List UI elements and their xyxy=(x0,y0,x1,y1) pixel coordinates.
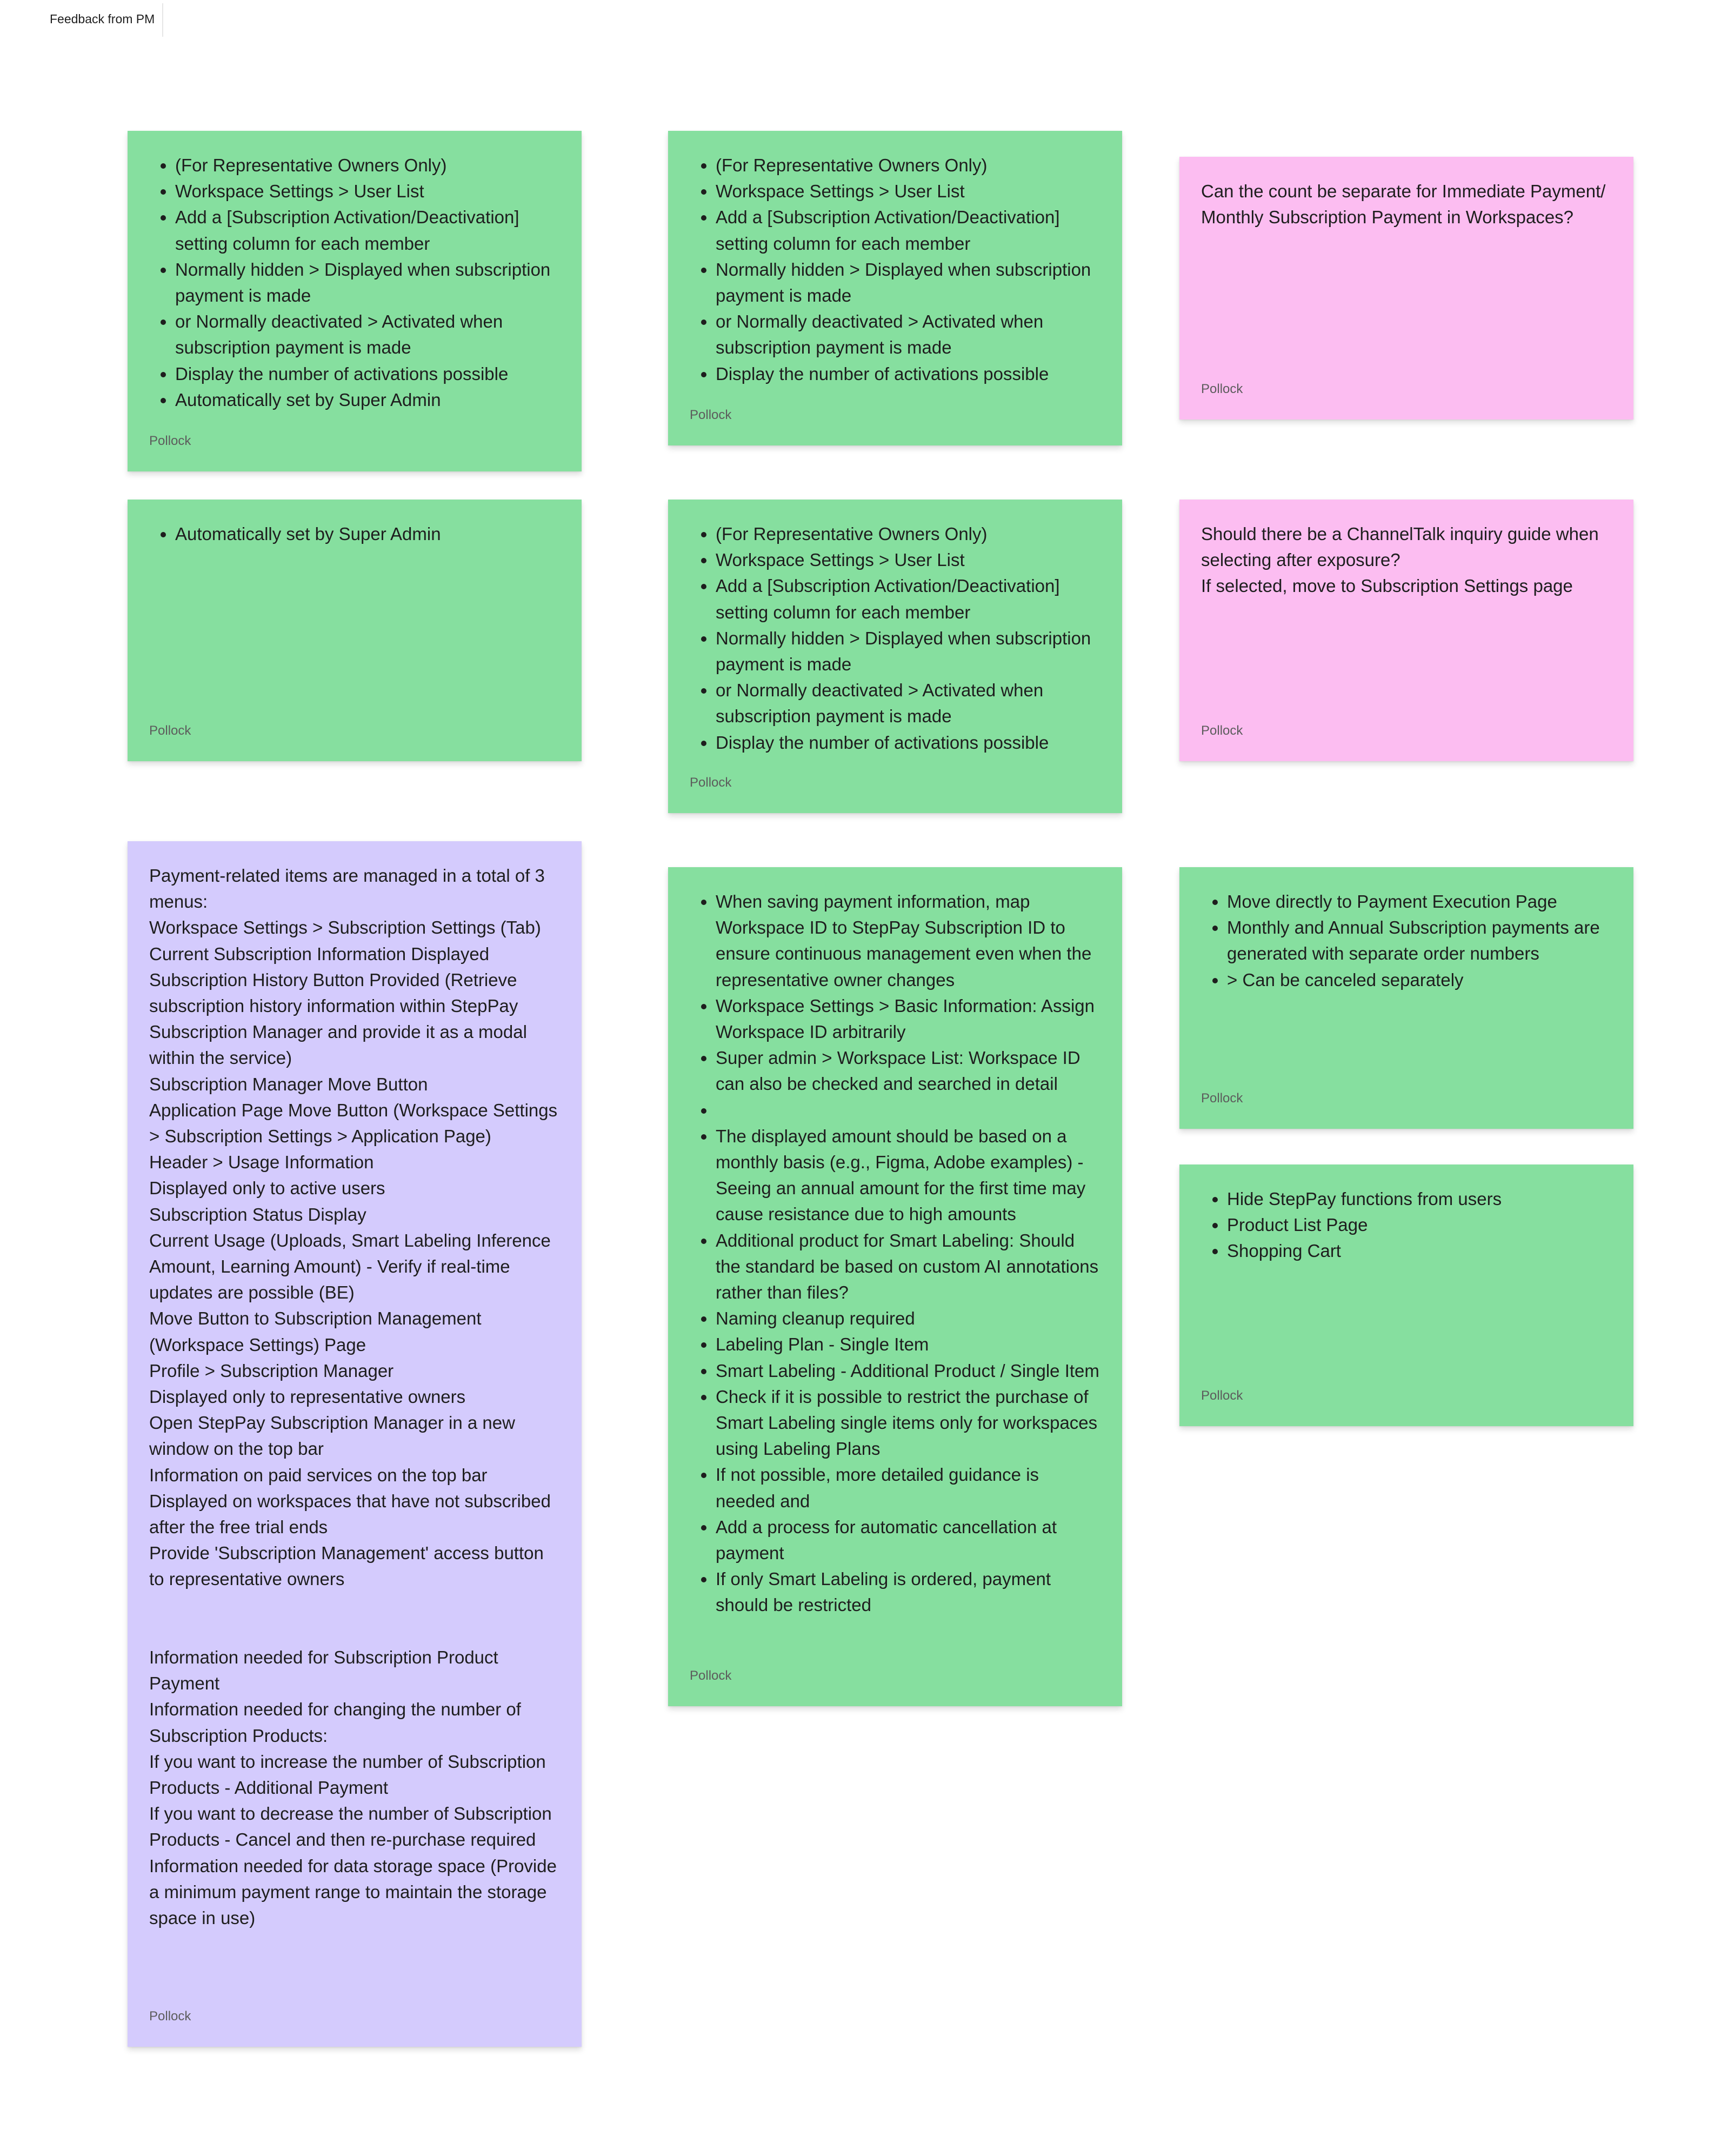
note-text-line: Subscription History Button Provided (Retrieve subscription history information within StepPay Subscription Manager and provide it as a modal within the service) xyxy=(149,969,527,1068)
note-text-line xyxy=(149,1593,560,1619)
note-author: Pollock xyxy=(1201,723,1243,738)
note-text-line: Information needed for changing the number of Subscription Products: xyxy=(149,1699,521,1746)
note-bullet-list xyxy=(690,889,1100,1619)
sticky-note-purple[interactable] xyxy=(128,841,582,2047)
note-text-line: Move Button to Subscription Management (Workspace Settings) Page xyxy=(149,1308,482,1355)
sticky-note-pink[interactable] xyxy=(1179,500,1633,761)
note-text-line: Header > Usage Information xyxy=(149,1152,374,1173)
note-text-line: Workspace Settings > Subscription Settings (Tab) xyxy=(149,917,541,938)
note-bullet-item: • Normally hidden > Displayed when subscription payment is made xyxy=(716,257,1100,309)
note-author: Pollock xyxy=(149,2009,191,2024)
note-text-line: If selected, move to Subscription Settings page xyxy=(1201,576,1573,596)
note-text-line: Displayed on workspaces that have not subscribed after the free trial ends xyxy=(149,1490,551,1538)
frame-divider xyxy=(162,3,163,37)
note-bullet-item: • Monthly and Annual Subscription payments are generated with separate order numbers xyxy=(1227,915,1612,967)
note-text-line: Profile > Subscription Manager xyxy=(149,1360,394,1381)
note-bullet-item: • If not possible, more detailed guidance is needed and xyxy=(716,1462,1100,1514)
note-author: Pollock xyxy=(149,723,191,738)
note-author: Pollock xyxy=(149,434,191,448)
note-bullet-item: • Labeling Plan - Single Item xyxy=(716,1332,1100,1358)
note-text-line: If you want to increase the number of Subscription Products - Additional Payment xyxy=(149,1751,546,1798)
note-bullet-item xyxy=(716,1097,1100,1123)
note-bullet-item: • or Normally deactivated > Activated when subscription payment is made xyxy=(716,677,1100,729)
note-bullet-list xyxy=(149,152,560,413)
note-bullet-item: • Additional product for Smart Labeling: Should the standard be based on custom AI annotations rather than files? xyxy=(716,1228,1100,1306)
note-bullet-item: • Move directly to Payment Execution Page xyxy=(1227,889,1612,915)
note-bullet-item: • Workspace Settings > User List xyxy=(716,178,1100,204)
note-bullet-item: • Automatically set by Super Admin xyxy=(175,521,560,547)
note-bullet-list xyxy=(149,521,560,547)
note-text-line: Information on paid services on the top bar xyxy=(149,1465,488,1485)
note-bullet-item: • > Can be canceled separately xyxy=(1227,967,1612,993)
note-text-line: If you want to decrease the number of Subscription Products - Cancel and then re-purchase required xyxy=(149,1804,552,1850)
note-bullet-item: • Add a [Subscription Activation/Deactivation] setting column for each member xyxy=(716,204,1100,256)
note-bullet-item: • (For Representative Owners Only) xyxy=(175,152,560,178)
note-text-line: Provide 'Subscription Management' access button to representative owners xyxy=(149,1543,544,1589)
note-bullet-item: • Workspace Settings > Basic Information: Assign Workspace ID arbitrarily xyxy=(716,993,1100,1045)
note-text-line: Current Usage (Uploads, Smart Labeling Inference Amount, Learning Amount) - Verify if real-time updates are possible (BE) xyxy=(149,1230,551,1303)
note-bullet-item: • Hide StepPay functions from users xyxy=(1227,1186,1612,1212)
note-bullet-item: • Normally hidden > Displayed when subscription payment is made xyxy=(716,625,1100,677)
sticky-note-green[interactable] xyxy=(668,500,1122,813)
note-bullet-item: • The displayed amount should be based on a monthly basis (e.g., Figma, Adobe examples) - Seeing an annual amount for the first time may cause resistance due to high amounts xyxy=(716,1123,1100,1228)
note-bullet-item: • Automatically set by Super Admin xyxy=(175,387,560,413)
note-text-line: Can the count be separate for Immediate Payment/ Monthly Subscription Payment in Workspaces? xyxy=(1201,181,1606,228)
note-bullet-list xyxy=(1201,889,1612,993)
note-author: Pollock xyxy=(690,1668,732,1683)
note-bullet-item: • Workspace Settings > User List xyxy=(175,178,560,204)
note-bullet-item: • (For Representative Owners Only) xyxy=(716,521,1100,547)
note-text-line: Information needed for Subscription Product Payment xyxy=(149,1647,498,1694)
note-text-line: Displayed only to representative owners xyxy=(149,1387,466,1407)
note-bullet-item: • Smart Labeling - Additional Product / Single Item xyxy=(716,1358,1100,1384)
note-text-line xyxy=(149,1619,560,1645)
sticky-note-green[interactable] xyxy=(128,500,582,761)
note-bullet-list xyxy=(690,521,1100,756)
note-text-line: Information needed for data storage space (Provide a minimum payment range to maintain the storage space in use) xyxy=(149,1855,557,1928)
note-bullet-item: • Add a [Subscription Activation/Deactivation] setting column for each member xyxy=(716,573,1100,625)
note-text-line: Current Subscription Information Displayed xyxy=(149,943,490,964)
note-text-line: Displayed only to active users xyxy=(149,1178,385,1199)
note-bullet-item: • Normally hidden > Displayed when subscription payment is made xyxy=(175,257,560,309)
note-bullet-list xyxy=(690,152,1100,387)
note-bullet-item: • Display the number of activations possible xyxy=(175,361,560,387)
note-bullet-item: • (For Representative Owners Only) xyxy=(716,152,1100,178)
note-bullet-item: • Naming cleanup required xyxy=(716,1306,1100,1332)
note-bullet-item: • Workspace Settings > User List xyxy=(716,547,1100,573)
note-text-line: Subscription Status Display xyxy=(149,1204,366,1225)
note-bullet-list xyxy=(1201,1186,1612,1265)
sticky-note-green[interactable] xyxy=(1179,1164,1633,1426)
note-bullet-item: • When saving payment information, map Workspace ID to StepPay Subscription ID to ensure continuous management even when the representative owner changes xyxy=(716,889,1100,993)
note-bullet-item: • Super admin > Workspace List: Workspace ID can also be checked and searched in detail xyxy=(716,1045,1100,1097)
note-bullet-item: • Add a process for automatic cancellation at payment xyxy=(716,1514,1100,1566)
note-bullet-item: • or Normally deactivated > Activated when subscription payment is made xyxy=(716,309,1100,361)
note-bullet-item: • Product List Page xyxy=(1227,1212,1612,1238)
note-bullet-item: • Shopping Cart xyxy=(1227,1238,1612,1264)
note-bullet-item: • or Normally deactivated > Activated when subscription payment is made xyxy=(175,309,560,361)
note-text-line: Should there be a ChannelTalk inquiry guide when selecting after exposure? xyxy=(1201,524,1599,570)
frame-title[interactable]: Feedback from PM xyxy=(50,12,155,26)
sticky-note-green[interactable] xyxy=(668,131,1122,445)
note-text-line: Payment-related items are managed in a total of 3 menus: xyxy=(149,866,545,912)
note-author: Pollock xyxy=(1201,1388,1243,1403)
note-text-line: Application Page Move Button (Workspace Settings > Subscription Settings > Application Page) xyxy=(149,1100,558,1147)
sticky-note-green[interactable] xyxy=(128,131,582,471)
note-bullet-item: • Display the number of activations possible xyxy=(716,361,1100,387)
sticky-note-pink[interactable] xyxy=(1179,157,1633,420)
sticky-note-green[interactable] xyxy=(668,867,1122,1706)
note-bullet-item: • Add a [Subscription Activation/Deactivation] setting column for each member xyxy=(175,204,560,256)
note-text-line: Subscription Manager Move Button xyxy=(149,1074,428,1094)
note-text-line: Open StepPay Subscription Manager in a new window on the top bar xyxy=(149,1413,515,1459)
note-bullet-item: • If only Smart Labeling is ordered, payment should be restricted xyxy=(716,1566,1100,1618)
note-author: Pollock xyxy=(690,408,732,422)
note-bullet-item: • Display the number of activations possible xyxy=(716,730,1100,756)
note-author: Pollock xyxy=(1201,1091,1243,1106)
note-author: Pollock xyxy=(1201,382,1243,396)
note-author: Pollock xyxy=(690,775,732,790)
note-bullet-item: • Check if it is possible to restrict the purchase of Smart Labeling single items only for workspaces using Labeling Plans xyxy=(716,1384,1100,1462)
sticky-note-green[interactable] xyxy=(1179,867,1633,1129)
